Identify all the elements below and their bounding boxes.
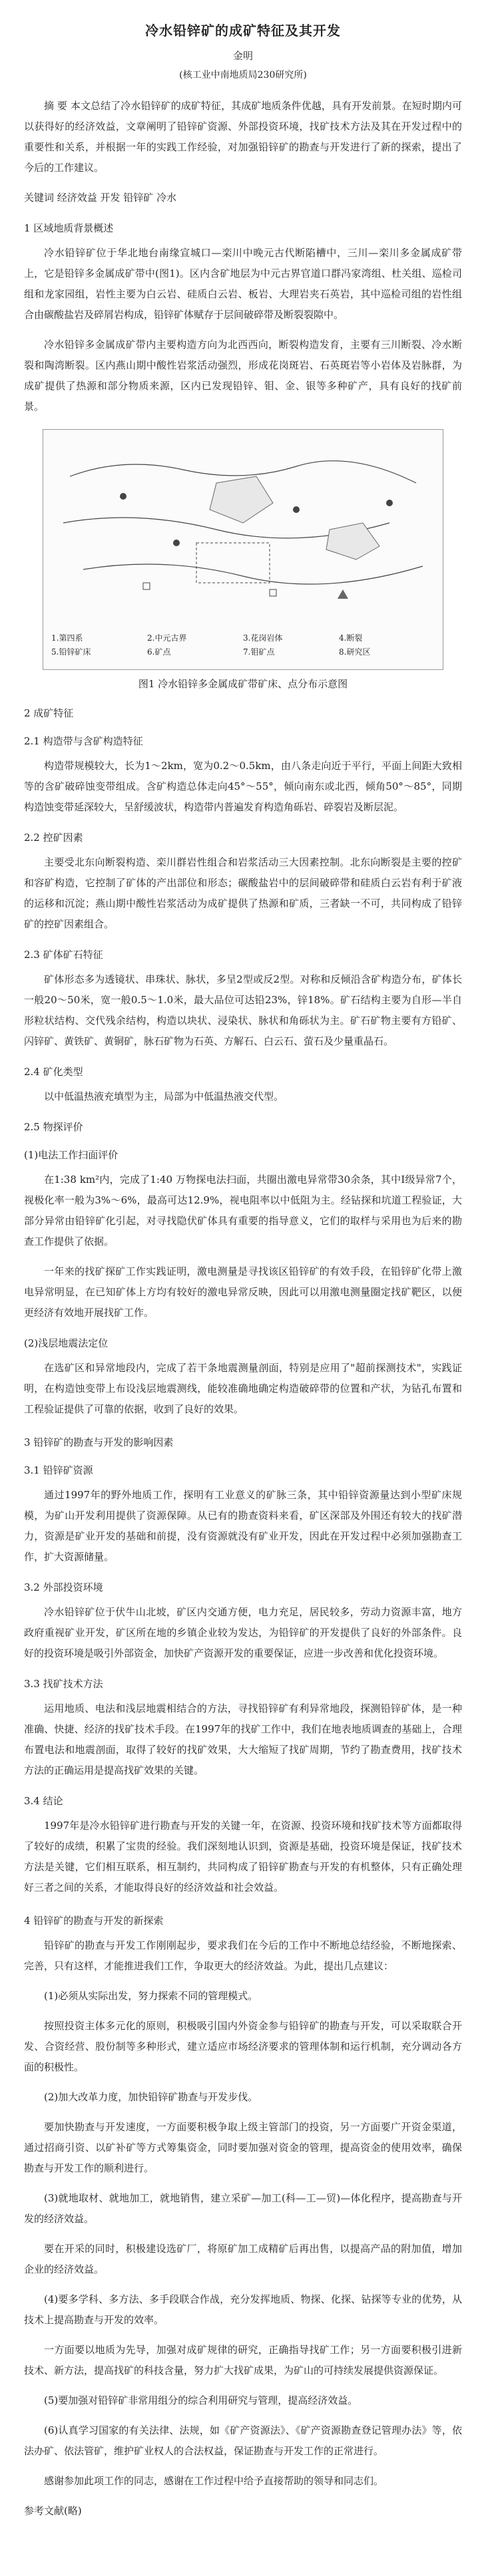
section-3-1-heading: 3.1 铅锌矿资源 bbox=[24, 1464, 93, 1476]
deposit-marker bbox=[173, 540, 180, 546]
legend-item: 8.研究区 bbox=[339, 647, 371, 657]
section-2-2-heading: 2.2 控矿因素 bbox=[24, 832, 83, 844]
section-4-item-2-detail: 要加快勘查与开发速度，一方面要积极争取上级主管部门的投资，另一方面要广开资金渠道，通过招商引资、以矿补矿等方式筹集资金，同时要加强对资金的管理，提高资金的使用效率，确保勘查与开发工作的顺利进行。 bbox=[24, 2121, 462, 2174]
section-2-2-paragraph: 主要受北东向断裂构造、栾川群岩性组合和岩浆活动三大因素控制。北东向断裂是主要的控矿和容矿构造，它控制了矿体的产出部位和形态；碳酸盐岩中的层间破碎带和硅质白云岩有利于矿液的运移和沉淀；燕山期中酸性岩浆活动为成矿提供了热源和矿质，三者缺一不可，共同构成了铅锌矿的控矿因素组合。 bbox=[24, 856, 462, 930]
abstract: 摘 要 本文总结了冷水铅锌矿的成矿特征，其成矿地质条件优越，具有开发前景。在短时期内可以获得好的经济效益，文章阐明了铅锌矿资源、外部投资环境，找矿技术方法及其在开发过程中的重要性和关系，并根据一年的实践工作经验，对加强铅锌矿的勘查与开发进行了新的探索，提出了今后的工作建议。 bbox=[24, 100, 462, 174]
granite-body bbox=[326, 523, 379, 560]
section-4-heading: 4 铅锌矿的勘查与开发的新探索 bbox=[24, 1915, 164, 1927]
keywords: 关键词 经济效益 开发 铅锌矿 冷水 bbox=[24, 192, 177, 204]
legend-item: 4.断裂 bbox=[339, 633, 363, 643]
figure-legend bbox=[51, 632, 435, 660]
legend-item: 2.中元古界 bbox=[147, 633, 187, 643]
mo-point-marker bbox=[338, 589, 348, 599]
deposit-marker bbox=[293, 506, 300, 513]
section-4-item-3-detail: 要在开采的同时，积极建设选矿厂，将原矿加工成精矿后再出售，以提高产品的附加值，增加企业的经济效益。 bbox=[24, 2243, 462, 2275]
fault-line bbox=[83, 564, 423, 584]
section-4-item-4-detail: 一方面要以地质为先导，加强对成矿规律的研究，正确指导找矿工作；另一方面要积极引进新技术、新方法，提高找矿的科技含量，努力扩大找矿成果，为矿山的可持续发展提供资源保证。 bbox=[24, 2344, 462, 2376]
ore-point-marker bbox=[270, 589, 276, 596]
affiliation: (核工业中南地质局230研究所) bbox=[179, 70, 307, 80]
references: 参考文献(略) bbox=[24, 2505, 82, 2517]
deposit-marker bbox=[386, 500, 393, 506]
legend-item: 1.第四系 bbox=[51, 633, 83, 643]
section-2-1-heading: 2.1 构造带与含矿构造特征 bbox=[24, 735, 143, 747]
section-3-3-heading: 3.3 找矿技术方法 bbox=[24, 1678, 103, 1690]
section-2-heading: 2 成矿特征 bbox=[24, 707, 74, 719]
figure-1-map bbox=[43, 429, 443, 670]
section-2-5-1-paragraph-2: 一年来的找矿探矿工作实践证明，激电测量是寻找该区铅锌矿的有效手段，在铅锌矿化带上激电异常明显，在已知矿体上方均有较好的激电异常反映，因此可以用激电测量圈定找矿靶区，以便更经济有效地开展找矿工作。 bbox=[24, 1265, 462, 1319]
section-4-item-6: (6)认真学习国家的有关法律、法规，如《矿产资源法》、《矿产资源勘查登记管理办法》等，依法办矿、依法管矿，维护矿业权人的合法权益，保证勘查与开发工作的正常进行。 bbox=[24, 2424, 462, 2457]
section-1-paragraph-1: 冷水铅锌矿位于华北地台南缘宣城口—栾川中晚元古代断陷槽中，三川—栾川多金属成矿带上，它是铅锌多金属成矿带中(图1)。区内含矿地层为中元古界官道口群冯家湾组、杜关组、巡检司组和龙家园组，岩性主要为白云岩、硅质白云岩、板岩、大理岩夹石英岩，其中巡检司组的岩性组合由碳酸盐岩及碎屑岩构成，铅锌矿体赋存于层间破碎带及断裂裂隙中。 bbox=[24, 247, 462, 321]
section-2-5-2-paragraph: 在选矿区和异常地段内，完成了若干条地震测量剖面，特别是应用了"超前探测技术"，实践证明，在构造蚀变带上布设浅层地震测线，能较准确地确定构造破碎带的位置和产状，为钻孔布置和工程验证提供了可靠的依据，收到了良好的效果。 bbox=[24, 1362, 462, 1415]
section-3-4-heading: 3.4 结论 bbox=[24, 1795, 63, 1807]
section-2-5-heading: 2.5 物探评价 bbox=[24, 1121, 83, 1133]
section-2-1-paragraph: 构造带规模较大，长为1～2km，宽为0.2～0.5km，由八条走向近于平行，平面上间距大致相等的含矿破碎蚀变带组成。含矿构造总体走向45°～55°，倾向南东或北西，倾角50°～85°，同期构造蚀变带延深较大，呈舒缓波状，构造带内普遍发育构造角砾岩、碎裂岩及断层泥。 bbox=[24, 760, 462, 813]
section-2-5-1-heading: (1)电法工作扫面评价 bbox=[24, 1149, 119, 1161]
acknowledgement: 感谢参加此项工作的同志，感谢在工作过程中给予直接帮助的领导和同志们。 bbox=[44, 2475, 384, 2487]
section-1-heading: 1 区域地质背景概述 bbox=[24, 222, 114, 234]
study-area bbox=[196, 543, 270, 583]
legend-item: 7.钼矿点 bbox=[243, 647, 275, 657]
granite-body bbox=[210, 476, 273, 523]
section-4-item-5: (5)要加强对铅锌矿非常用组分的综合利用研究与管理，提高经济效益。 bbox=[44, 2394, 358, 2406]
section-4-item-2: (2)加大改革力度，加快铅锌矿勘查与开发步伐。 bbox=[44, 2091, 258, 2103]
section-3-1-paragraph: 通过1997年的野外地质工作，探明有工业意义的矿脉三条，其中铅锌资源量达到小型矿床规模，为矿山开发利用提供了资源保障。从已有的勘查资料来看，矿区深部及外围还有较大的找矿潜力，资源是矿业开发的基础和前提，没有资源就没有矿业开发，因此在开发过程中必须加强勘查工作，扩大资源储量。 bbox=[24, 1489, 462, 1563]
section-2-5-2-heading: (2)浅层地震法定位 bbox=[24, 1337, 109, 1349]
legend-item: 6.矿点 bbox=[147, 647, 171, 657]
section-2-5-1-paragraph: 在1:38 km²内，完成了1:40 万物探电法扫面，共圈出激电异常带30余条，其中Ⅰ级异常7个，视极化率一般为3%～6%，最高可达12.9%，视电阻率以中低阻为主。经钻探和坑道工程验证，大部分异常由铅锌矿化引起，对寻找隐伏矿体具有重要的指导意义，它们的取样与采用也为后来的勘查工作提供了依据。 bbox=[24, 1174, 462, 1247]
paper-title: 冷水铅锌矿的成矿特征及其开发 bbox=[145, 23, 341, 39]
ore-point-marker bbox=[143, 583, 150, 589]
section-4-item-1-detail: 按照投资主体多元化的原则，积极吸引国内外资金参与铅锌矿的勘查与开发，可以采取联合开发、合资经营、股份制等多种形式，建立适应市场经济要求的管理体制和运行机制，充分调动各方面的积极性。 bbox=[24, 2020, 462, 2073]
section-4-item-1: (1)必须从实际出发，努力探索不同的管理模式。 bbox=[44, 1990, 258, 2002]
section-2-3-heading: 2.3 矿体矿石特征 bbox=[24, 949, 103, 961]
section-3-heading: 3 铅锌矿的勘查与开发的影响因素 bbox=[24, 1436, 174, 1448]
section-3-4-paragraph: 1997年是冷水铅锌矿进行勘查与开发的关键一年，在资源、投资环境和找矿技术等方面都取得了较好的成绩，积累了宝贵的经验。我们深刻地认识到，资源是基础，投资环境是保证，找矿技术方法是关键，它们相互联系，相互制约，共同构成了铅锌矿勘查与开发的有机整体，只有正确处理好三者之间的关系，才能取得良好的经济效益和社会效益。 bbox=[24, 1820, 462, 1893]
author: 金明 bbox=[232, 50, 253, 62]
section-2-3-paragraph: 矿体形态多为透镜状、串珠状、脉状，多呈2型或反2型。对称和反倾沿含矿构造分布，矿体长一般20～50米，宽一般0.5～1.0米，最大品位可达铅23%，锌18%。矿石结构主要为自形—半自形粒状结构、交代残余结构，构造以块状、浸染状、脉状和角砾状为主。矿石矿物主要有方铅矿、闪锌矿、黄铁矿、黄铜矿，脉石矿物为石英、方解石、白云石、萤石及少量重晶石。 bbox=[24, 973, 462, 1047]
section-2-4-heading: 2.4 矿化类型 bbox=[24, 1066, 83, 1078]
legend-item: 3.花岗岩体 bbox=[243, 633, 283, 643]
section-3-2-paragraph: 冷水铅锌矿位于伏牛山北坡，矿区内交通方便，电力充足，居民较多，劳动力资源丰富，地方政府重视矿业开发，矿区所在地的乡镇企业较为发达，为铅锌矿的开发提供了良好的外部条件。良好的投资环境是吸引外部资金，加快矿产资源开发的重要保证，应进一步改善和优化投资环境。 bbox=[24, 1606, 462, 1659]
section-3-3-paragraph: 运用地质、电法和浅层地震相结合的方法，寻找铅锌矿有利异常地段，探测铅锌矿体，是一种准确、快捷、经济的找矿技术手段。在1997年的找矿工作中，我们在地表地质调查的基础上，合理布置电法和地震剖面，取得了较好的找矿效果，大大缩短了找矿周期，节约了勘查费用，找矿技术方法的正确运用是提高找矿效果的关键。 bbox=[24, 1702, 462, 1776]
section-3-2-heading: 3.2 外部投资环境 bbox=[24, 1581, 103, 1593]
section-4-item-4: (4)要多学科、多方法、多手段联合作战，充分发挥地质、物探、化探、钻探等专业的优势，从技术上提高勘查与开发的效率。 bbox=[24, 2293, 462, 2326]
section-1-paragraph-2: 冷水铅锌多金属成矿带内主要构造方向为北西西向，断裂构造发育，主要有三川断裂、冷水断裂和陶湾断裂。区内燕山期中酸性岩浆活动强烈，形成花岗斑岩、石英斑岩等小岩体及岩脉群，为成矿提供了热源和部分物质来源，区内已发现铅锌、钼、金、银等多种矿产，具有良好的找矿前景。 bbox=[24, 339, 462, 412]
section-2-4-paragraph: 以中低温热液充填型为主，局部为中低温热液交代型。 bbox=[44, 1090, 284, 1102]
legend-item: 5.铅锌矿床 bbox=[51, 647, 91, 657]
figure-caption: 图1 冷水铅锌多金属成矿带矿床、点分布示意图 bbox=[138, 678, 348, 690]
deposit-marker bbox=[120, 493, 126, 500]
section-4-item-3: (3)就地取材、就地加工，就地销售，建立采矿—加工(科—工—贸)—体化程序，提高勘查与开发的经济效益。 bbox=[24, 2192, 462, 2225]
section-4-intro: 铅锌矿的勘查与开发工作刚刚起步，要求我们在今后的工作中不断地总结经验，不断地探索、完善，只有这样，才能推进我们工作，争取更大的经济效益。为此，提出几点建议： bbox=[24, 1939, 462, 1972]
